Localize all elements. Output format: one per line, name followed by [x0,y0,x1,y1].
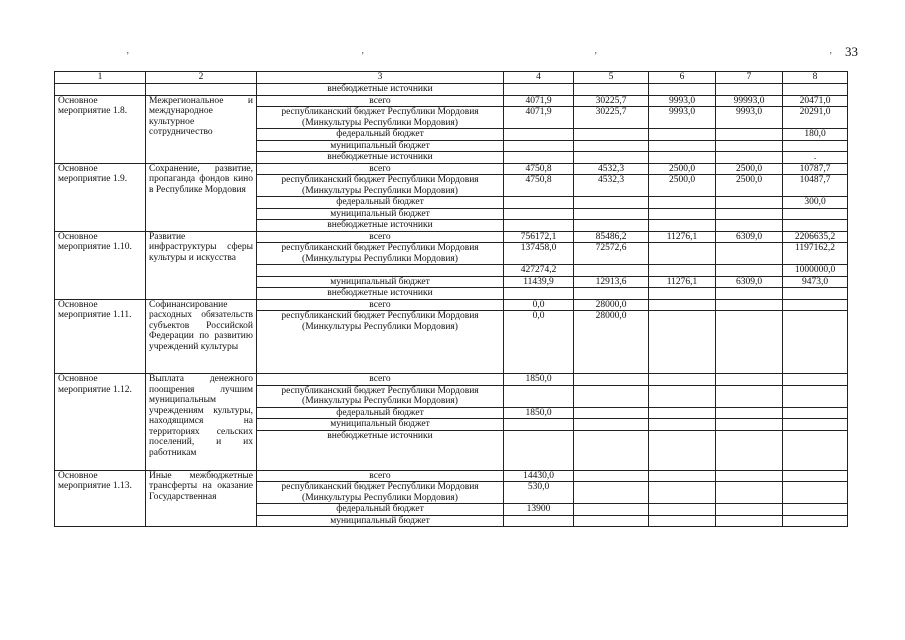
funding-source: республиканский бюджет Республики Мордовия (Минкультуры Республики Мордовия) [257,175,504,197]
amount-cell [783,288,848,300]
table-row [55,231,848,243]
amount-cell [649,152,716,164]
amount-cell [504,197,574,209]
measure-code: Основное мероприятие 1.10. [55,231,146,299]
funding-source: федеральный бюджет [257,407,504,419]
empty-cell [574,84,649,96]
amount-cell [716,243,783,265]
funding-source: республиканский бюджет Республики Мордовия (Минкультуры Республики Мордовия) [257,311,504,374]
amount-cell [783,220,848,232]
amount-cell [649,515,716,527]
column-number: 6 [649,72,716,84]
amount-cell [783,140,848,152]
amount-cell: 4750,8 [504,163,574,175]
amount-cell: 9993,0 [649,107,716,129]
amount-cell [716,504,783,516]
funding-source: республиканский бюджет Республики Мордовия (Минкультуры Республики Мордовия) [257,482,504,504]
amount-cell: 85486,2 [574,231,649,243]
amount-cell: 20471,0 [783,95,848,107]
funding-source: федеральный бюджет [257,504,504,516]
amount-cell [504,140,574,152]
table-body [55,72,848,527]
amount-cell [716,419,783,431]
amount-cell [783,504,848,516]
amount-cell [649,470,716,482]
amount-cell: 12913,6 [574,276,649,288]
amount-cell [574,220,649,232]
amount-cell [716,197,783,209]
amount-cell: 6309,0 [716,231,783,243]
amount-cell: 137458,0 [504,243,574,265]
amount-cell [716,430,783,470]
funding-source: всего [257,374,504,386]
empty-cell [716,84,783,96]
amount-cell [716,311,783,374]
funding-source: всего [257,163,504,175]
empty-cell [55,84,146,96]
measure-name: Развитие инфраструктуры сферы культуры и искусства [146,231,257,299]
amount-cell [649,504,716,516]
amount-cell [649,140,716,152]
empty-cell [146,84,257,96]
amount-cell [783,407,848,419]
amount-cell [716,515,783,527]
amount-cell: 10787,7 [783,163,848,175]
amount-cell [574,140,649,152]
column-number: 3 [257,72,504,84]
amount-cell: 13900 [504,504,574,516]
amount-cell: 10487,7 [783,175,848,197]
amount-cell: 11439,9 [504,276,574,288]
amount-cell [783,482,848,504]
amount-cell: 4750,8 [504,175,574,197]
amount-cell: 9993,0 [649,95,716,107]
amount-cell [783,299,848,311]
funding-source: внебюджетные источники [257,430,504,470]
amount-cell [504,515,574,527]
amount-cell [649,430,716,470]
funding-source: внебюджетные источники [257,152,504,164]
funding-source: внебюджетные источники [257,220,504,232]
funding-source [257,265,504,277]
measure-code: Основное мероприятие 1.9. [55,163,146,231]
page-number: 33 [845,44,858,59]
table-row [55,374,848,386]
amount-cell: 530,0 [504,482,574,504]
amount-cell: 1000000,0 [783,265,848,277]
amount-cell: 0,0 [504,299,574,311]
amount-cell: . [783,152,848,164]
empty-cell [504,84,574,96]
measure-name: Сохранение, развитие, пропаганда фондов кино в Республике Мордовия [146,163,257,231]
amount-cell [716,470,783,482]
amount-cell [783,470,848,482]
amount-cell [716,140,783,152]
amount-cell: 2500,0 [716,175,783,197]
amount-cell [504,419,574,431]
amount-cell [716,385,783,407]
funding-source: муниципальный бюджет [257,276,504,288]
column-number: 7 [716,72,783,84]
amount-cell: 14430,0 [504,470,574,482]
funding-source: муниципальный бюджет [257,419,504,431]
amount-cell [574,129,649,141]
column-number: 4 [504,72,574,84]
amount-cell: 99993,0 [716,95,783,107]
column-number: 2 [146,72,257,84]
amount-cell: 4532,3 [574,175,649,197]
amount-cell [783,374,848,386]
table-row [55,95,848,107]
funding-source: республиканский бюджет Республики Мордовия (Минкультуры Республики Мордовия) [257,107,504,129]
amount-cell: 28000,0 [574,311,649,374]
amount-cell: 1850,0 [504,374,574,386]
scan-artifact: ‚ [829,45,833,56]
amount-cell [574,482,649,504]
amount-cell [504,129,574,141]
amount-cell: 6309,0 [716,276,783,288]
column-number: 8 [783,72,848,84]
amount-cell [783,515,848,527]
funding-source: внебюджетные источники [257,288,504,300]
amount-cell [574,208,649,220]
amount-cell: 11276,1 [649,276,716,288]
amount-cell [574,385,649,407]
amount-cell: 300,0 [783,197,848,209]
amount-cell [649,311,716,374]
amount-cell [649,129,716,141]
amount-cell [649,288,716,300]
amount-cell [574,515,649,527]
funding-source: республиканский бюджет Республики Мордовия (Минкультуры Республики Мордовия) [257,385,504,407]
empty-cell [783,84,848,96]
measure-code: Основное мероприятие 1.13. [55,470,146,527]
amount-cell [574,374,649,386]
amount-cell: 1197162,2 [783,243,848,265]
amount-cell [716,220,783,232]
funding-source: всего [257,299,504,311]
empty-cell [649,84,716,96]
funding-source: федеральный бюджет [257,129,504,141]
funding-source: муниципальный бюджет [257,208,504,220]
measure-name: Софинансирование расходных обязательств субъектов Российской Федерации по развитию учреждений культуры [146,299,257,374]
funding-source: республиканский бюджет Республики Мордовия (Минкультуры Республики Мордовия) [257,243,504,265]
amount-cell [574,288,649,300]
amount-cell [783,208,848,220]
scan-artifact: ‚ [126,45,130,56]
amount-cell [504,220,574,232]
amount-cell: 0,0 [504,311,574,374]
table-row [55,470,848,482]
amount-cell: 2500,0 [649,163,716,175]
amount-cell [716,208,783,220]
measure-name: Иные межбюджетные трансферты на оказание Государственная [146,470,257,527]
amount-cell [504,288,574,300]
amount-cell: 427274,2 [504,265,574,277]
column-number: 5 [574,72,649,84]
amount-cell [783,385,848,407]
amount-cell: 1850,0 [504,407,574,419]
amount-cell [649,299,716,311]
funding-source: муниципальный бюджет [257,140,504,152]
measure-code: Основное мероприятие 1.12. [55,374,146,471]
amount-cell [649,243,716,265]
amount-cell [649,374,716,386]
amount-cell [783,311,848,374]
amount-cell [716,407,783,419]
amount-cell: 30225,7 [574,107,649,129]
funding-source: федеральный бюджет [257,197,504,209]
amount-cell [649,482,716,504]
amount-cell: 20291,0 [783,107,848,129]
amount-cell [716,129,783,141]
measure-name: Межрегиональное и международное культурное сотрудничество [146,95,257,163]
funding-source: внебюджетные источники [257,84,504,96]
amount-cell: 2500,0 [649,175,716,197]
amount-cell: 2500,0 [716,163,783,175]
amount-cell: 28000,0 [574,299,649,311]
amount-cell [716,482,783,504]
amount-cell [574,419,649,431]
amount-cell [574,197,649,209]
amount-cell: 4532,3 [574,163,649,175]
column-number: 1 [55,72,146,84]
funding-source: муниципальный бюджет [257,515,504,527]
amount-cell: 30225,7 [574,95,649,107]
amount-cell: 2206635,2 [783,231,848,243]
scan-artifact: ‚ [594,45,598,56]
amount-cell [716,288,783,300]
amount-cell [504,430,574,470]
amount-cell [574,430,649,470]
amount-cell [649,197,716,209]
amount-cell [783,430,848,470]
amount-cell [649,208,716,220]
amount-cell: 9473,0 [783,276,848,288]
amount-cell: 11276,1 [649,231,716,243]
measure-code: Основное мероприятие 1.11. [55,299,146,374]
table-row [55,163,848,175]
amount-cell: 4071,9 [504,107,574,129]
amount-cell [649,419,716,431]
amount-cell: 72572,6 [574,243,649,265]
funding-source: всего [257,95,504,107]
carryover-row [55,84,848,96]
amount-cell: 180,0 [783,129,848,141]
amount-cell [574,504,649,516]
amount-cell: 756172,1 [504,231,574,243]
scan-artifact: ‚ [361,45,365,56]
amount-cell [716,152,783,164]
table-row [55,299,848,311]
funding-source: всего [257,470,504,482]
amount-cell [649,220,716,232]
amount-cell [716,374,783,386]
amount-cell [574,407,649,419]
amount-cell [783,419,848,431]
amount-cell [716,299,783,311]
measure-name: Выплата денежного поощрения лучшим муниципальным учреждениям культуры, находящимся на территориях сельских поселений, и их работникам [146,374,257,471]
budget-table [54,71,848,527]
measure-code: Основное мероприятие 1.8. [55,95,146,163]
amount-cell [574,470,649,482]
amount-cell: 4071,9 [504,95,574,107]
funding-source: всего [257,231,504,243]
column-number-row [55,72,848,84]
amount-cell [649,385,716,407]
amount-cell [574,152,649,164]
amount-cell [504,385,574,407]
amount-cell [504,208,574,220]
amount-cell [649,265,716,277]
amount-cell [649,407,716,419]
amount-cell [574,265,649,277]
amount-cell: 9993,0 [716,107,783,129]
amount-cell [716,265,783,277]
amount-cell [504,152,574,164]
